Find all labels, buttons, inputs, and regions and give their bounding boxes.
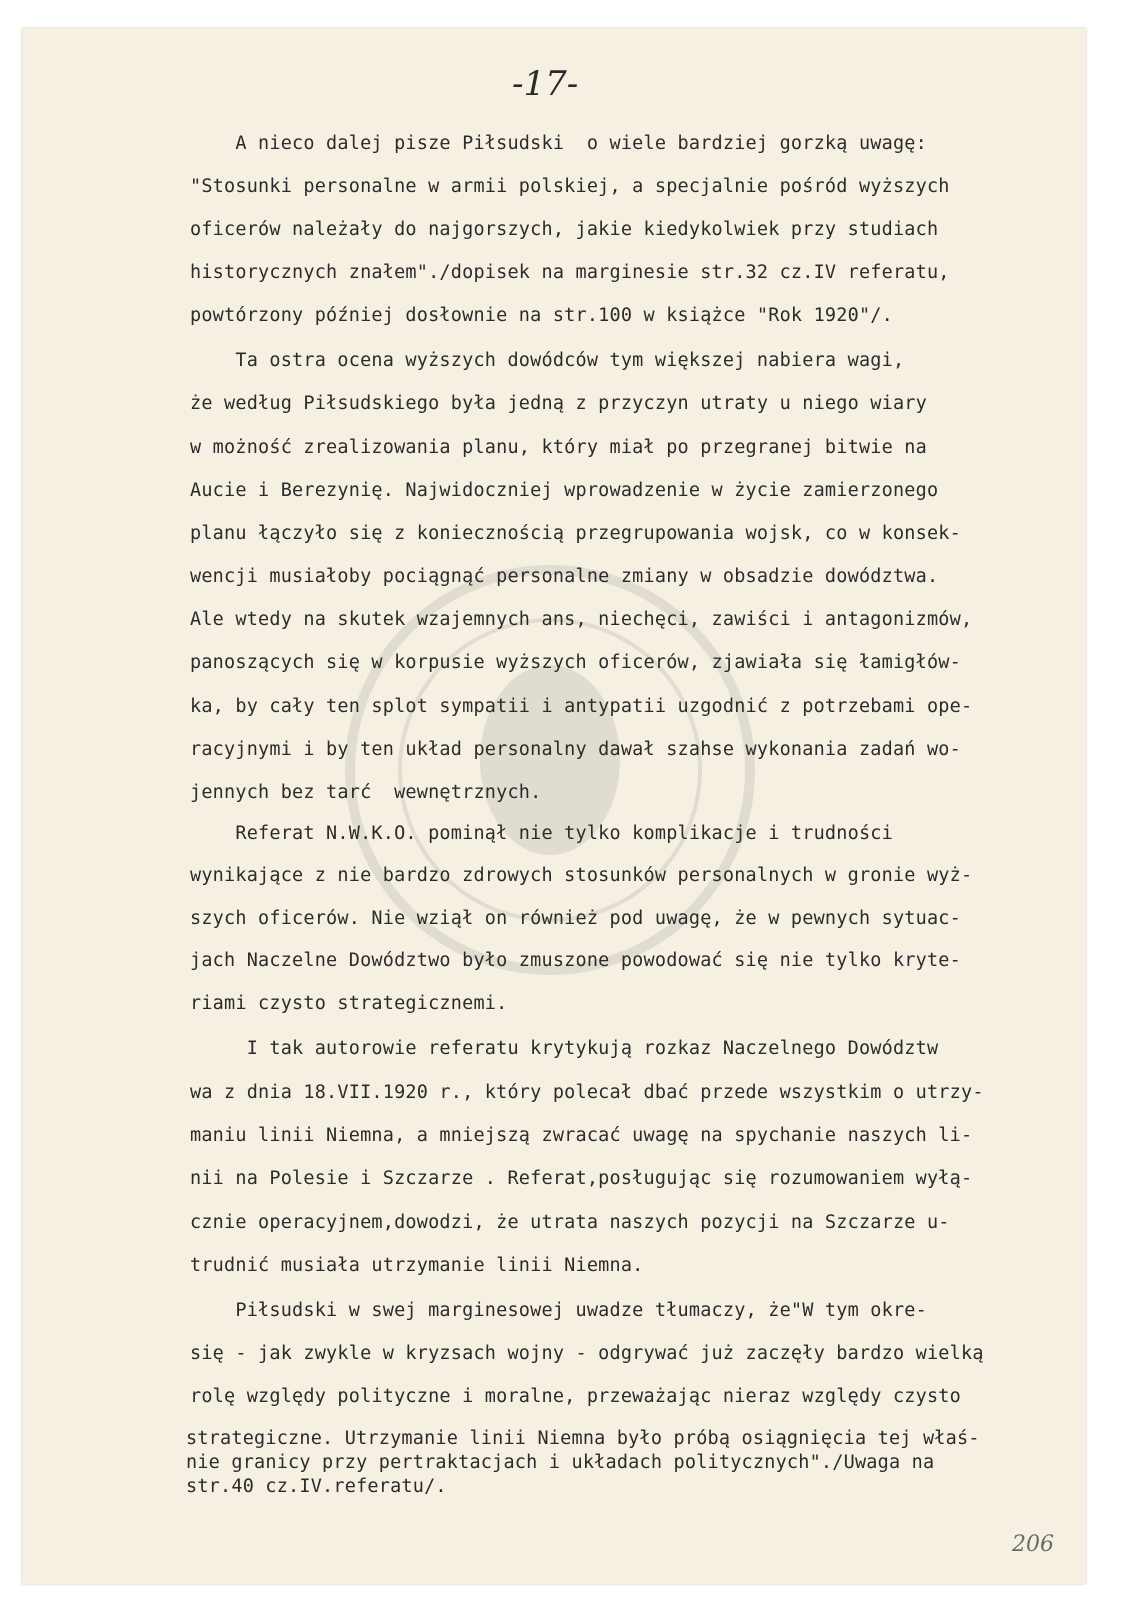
text-line: Piłsudski w swej marginesowej uwadze tłumaczy, że"W tym okre-	[190, 1300, 927, 1321]
text-line: jach Naczelne Dowództwo było zmuszone powodować się nie tylko kryte-	[190, 950, 961, 971]
text-line: nii na Polesie i Szczarze . Referat,posługując się rozumowaniem wyłą-	[190, 1168, 973, 1189]
text-line: racyjnymi i by ten układ personalny dawał szahse wykonania zadań wo-	[190, 739, 961, 760]
text-line: wa z dnia 18.VII.1920 r., który polecał dbać przede wszystkim o utrzy-	[190, 1082, 984, 1103]
text-line: wynikające z nie bardzo zdrowych stosunków personalnych w gronie wyż-	[190, 865, 973, 886]
text-line: oficerów należały do najgorszych, jakie kiedykolwiek przy studiach	[190, 219, 939, 240]
text-line: Aucie i Berezynię. Najwidoczniej wprowadzenie w życie zamierzonego	[190, 480, 939, 501]
text-line: trudnić musiała utrzymanie linii Niemna.	[190, 1255, 644, 1276]
text-line: "Stosunki personalne w armii polskiej, a specjalnie pośród wyższych	[190, 176, 950, 197]
text-line: Referat N.W.K.O. pominął nie tylko komplikacje i trudności	[190, 823, 893, 844]
text-line: I tak autorowie referatu krytykują rozkaz Naczelnego Dowództw	[190, 1038, 939, 1059]
text-line: ka, by cały ten splot sympatii i antypatii uzgodnić z potrzebami ope-	[190, 696, 973, 717]
text-line: planu łączyło się z koniecznością przegrupowania wojsk, co w konsek-	[190, 523, 961, 544]
archive-number: 206	[1012, 1532, 1054, 1557]
text-line: powtórzony później dosłownie na str.100 w książce "Rok 1920"/.	[190, 305, 893, 326]
text-line: A nieco dalej pisze Piłsudski o wiele bardziej gorzką uwagę:	[190, 133, 927, 154]
text-line: cznie operacyjnem,dowodzi, że utrata naszych pozycji na Szczarze u-	[190, 1212, 950, 1233]
text-line: maniu linii Niemna, a mniejszą zwracać uwagę na spychanie naszych li-	[190, 1125, 973, 1146]
text-line: Ale wtedy na skutek wzajemnych ans, niechęci, zawiści i antagonizmów,	[190, 609, 973, 630]
text-line: że według Piłsudskiego była jedną z przyczyn utraty u niego wiary	[190, 393, 927, 414]
text-line: jennych bez tarć wewnętrznych.	[190, 782, 542, 803]
text-line: riami czysto strategicznemi.	[190, 993, 508, 1014]
text-line: Ta ostra ocena wyższych dowódców tym większej nabiera wagi,	[190, 350, 905, 371]
text-line: panoszących się w korpusie wyższych oficerów, zjawiała się łamigłów-	[190, 652, 961, 673]
text-line: szych oficerów. Nie wziął on również pod uwagę, że w pewnych sytuac-	[190, 908, 961, 929]
page-number: -17-	[512, 64, 579, 104]
text-line: str.40 cz.IV.referatu/.	[186, 1476, 447, 1497]
text-line: historycznych znałem"./dopisek na marginesie str.32 cz.IV referatu,	[190, 262, 950, 283]
text-line: strategiczne. Utrzymanie linii Niemna było próbą osiągnięcia tej właś-	[186, 1428, 980, 1449]
text-line: nie granicy przy pertraktacjach i układach politycznych"./Uwaga na	[186, 1452, 935, 1473]
text-line: się - jak zwykle w kryzsach wojny - odgrywać już zaczęły bardzo wielką	[190, 1343, 984, 1364]
text-line: wencji musiałoby pociągnąć personalne zmiany w obsadzie dowództwa.	[190, 566, 939, 587]
text-line: w możność zrealizowania planu, który miał po przegranej bitwie na	[190, 437, 927, 458]
text-line: rolę względy polityczne i moralne, przeważając nieraz względy czysto	[190, 1386, 961, 1407]
